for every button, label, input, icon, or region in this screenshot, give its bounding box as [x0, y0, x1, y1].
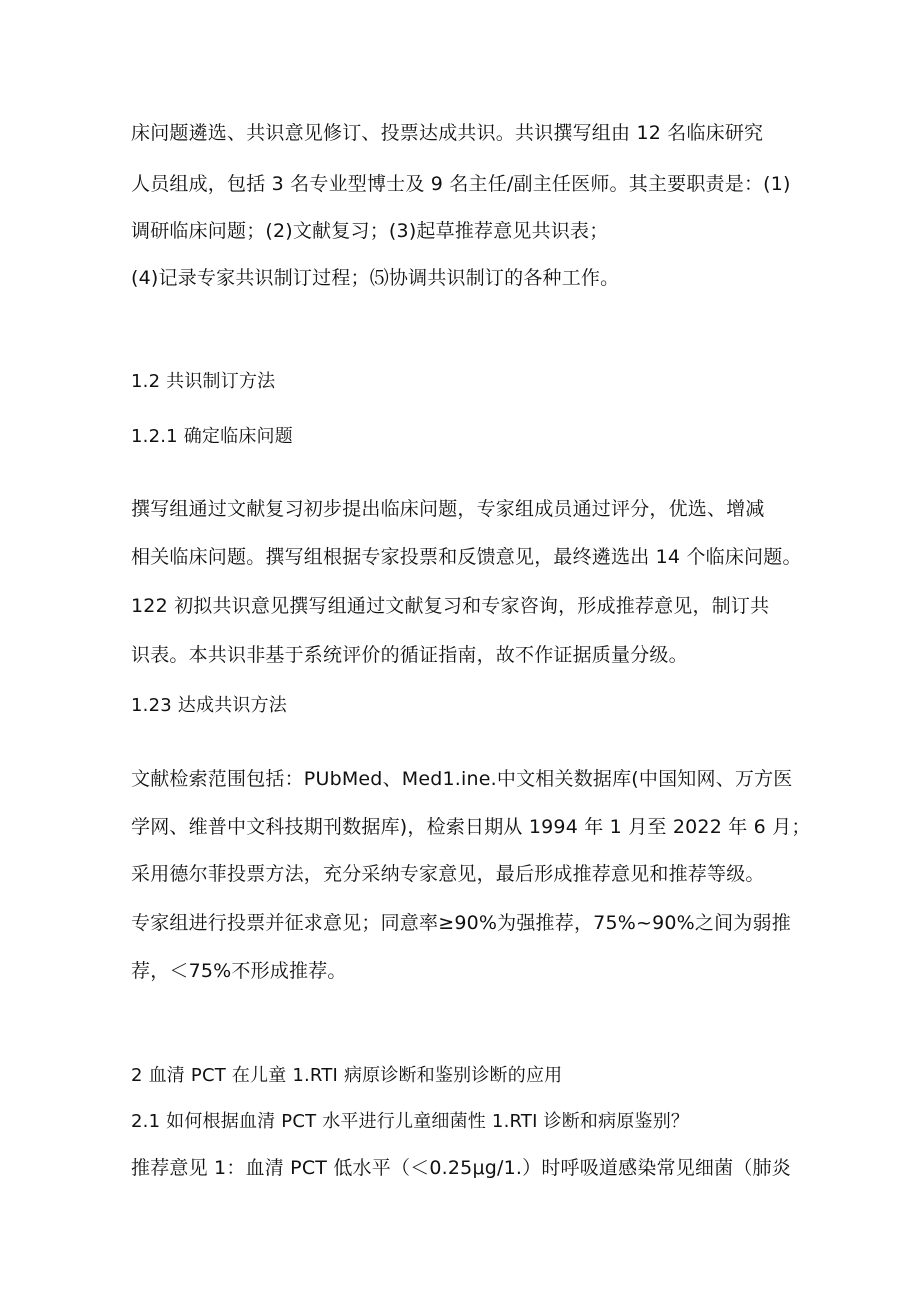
section-2-1-heading: 2.1 如何根据血清 PCT 水平进行儿童细菌性 1.RTI 诊断和病原鉴别？ — [131, 1111, 690, 1132]
paragraph-3-line-2: 学网、维普中文科技期刊数据库)，检索日期从 1994 年 1 月至 2022 年 6 月； — [131, 816, 811, 838]
paragraph-3-line-1: 文献检索范围包括：PUbMed、Med1.ine.中文相关数据库(中国知网、万方医 — [131, 768, 793, 790]
paragraph-3-line-3: 采用德尔菲投票方法，充分采纳专家意见，最后形成推荐意见和推荐等级。 — [131, 863, 765, 885]
paragraph-1-line-1: 床问题遴选、共识意见修订、投票达成共识。共识撰写组由 12 名临床研究 — [131, 122, 764, 144]
section-1-2-1-heading: 1.2.1 确定临床问题 — [131, 426, 293, 447]
paragraph-2-line-1: 撰写组通过文献复习初步提出临床问题，专家组成员通过评分，优选、增减 — [131, 498, 765, 520]
paragraph-1-line-4: (4)记录专家共识制订过程；⑸协调共识制订的各种工作。 — [131, 267, 620, 289]
section-2-heading: 2 血清 PCT 在儿童 1.RTI 病原诊断和鉴别诊断的应用 — [131, 1065, 563, 1086]
paragraph-2-line-3: 122 初拟共识意见撰写组通过文献复习和专家咨询，形成推荐意见，制订共 — [131, 595, 770, 617]
section-1-2-heading: 1.2 共识制订方法 — [131, 371, 276, 392]
section-1-2-3-heading: 1.23 达成共识方法 — [131, 695, 287, 716]
paragraph-3-line-4: 专家组进行投票并征求意见；同意率≥90%为强推荐，75%~90%之间为弱推 — [131, 912, 791, 934]
recommendation-1-line: 推荐意见 1：血清 PCT 低水平（＜0.25μg∕1.）时呼吸道感染常见细菌（肺炎 — [131, 1157, 791, 1179]
paragraph-2-line-2: 相关临床问题。撰写组根据专家投票和反馈意见，最终遴选出 14 个临床问题。 — [131, 546, 802, 568]
paragraph-2-line-4: 识表。本共识非基于系统评价的循证指南，故不作证据质量分级。 — [131, 644, 688, 666]
paragraph-1-line-3: 调研临床问题；(2)文献复习；(3)起草推荐意见共识表； — [131, 220, 609, 242]
paragraph-1-line-2: 人员组成，包括 3 名专业型博士及 9 名主任/副主任医师。其主要职责是：(1) — [131, 173, 791, 195]
paragraph-3-line-5: 荐，＜75%不形成推荐。 — [131, 960, 347, 982]
